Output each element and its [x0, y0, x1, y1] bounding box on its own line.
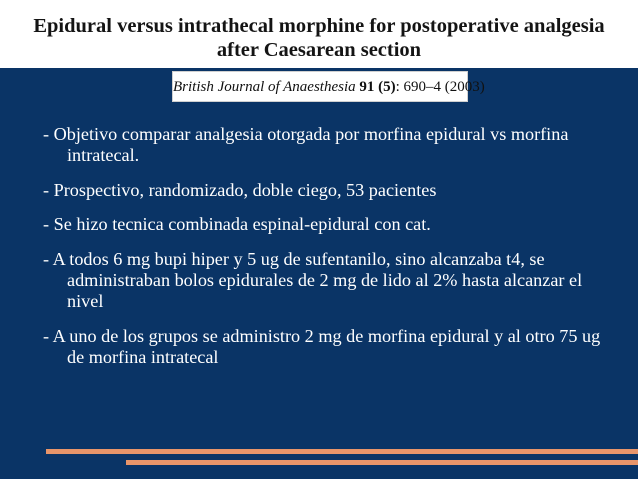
- citation-volume: 91: [359, 79, 375, 95]
- citation-pages: : 690–4 (2003): [395, 79, 485, 95]
- bullet-item: - A todos 6 mg bupi hiper y 5 ug de sufentanilo, sino alcanzaba t4, se administraban bolos epidurales de 2 mg de lido al 2% hasta alcanzar el nivel: [43, 248, 583, 312]
- citation-journal: British Journal of Anaesthesia: [173, 79, 356, 95]
- bullet-item: - A uno de los grupos se administro 2 mg de morfina epidural y al otro 75 ug de morfina intratecal: [43, 325, 601, 368]
- bullet-item: - Objetivo comparar analgesia otorgada por morfina epidural vs morfina intratecal.: [43, 124, 569, 166]
- bullet-list: [43, 124, 613, 382]
- journal-citation: [172, 71, 485, 102]
- title-banner: [0, 0, 638, 68]
- citation-issue: (5): [378, 79, 396, 95]
- bullet-item: - Prospectivo, randomizado, doble ciego, 53 pacientes: [43, 179, 437, 200]
- title-line-1: Epidural versus intrathecal morphine for postoperative analgesia: [33, 15, 605, 37]
- accent-bar-top: [46, 449, 638, 454]
- bullet-item: - Se hizo tecnica combinada espinal-epidural con cat.: [43, 214, 431, 235]
- accent-bar-bottom: [126, 460, 638, 465]
- title-line-2: after Caesarean section: [216, 39, 422, 61]
